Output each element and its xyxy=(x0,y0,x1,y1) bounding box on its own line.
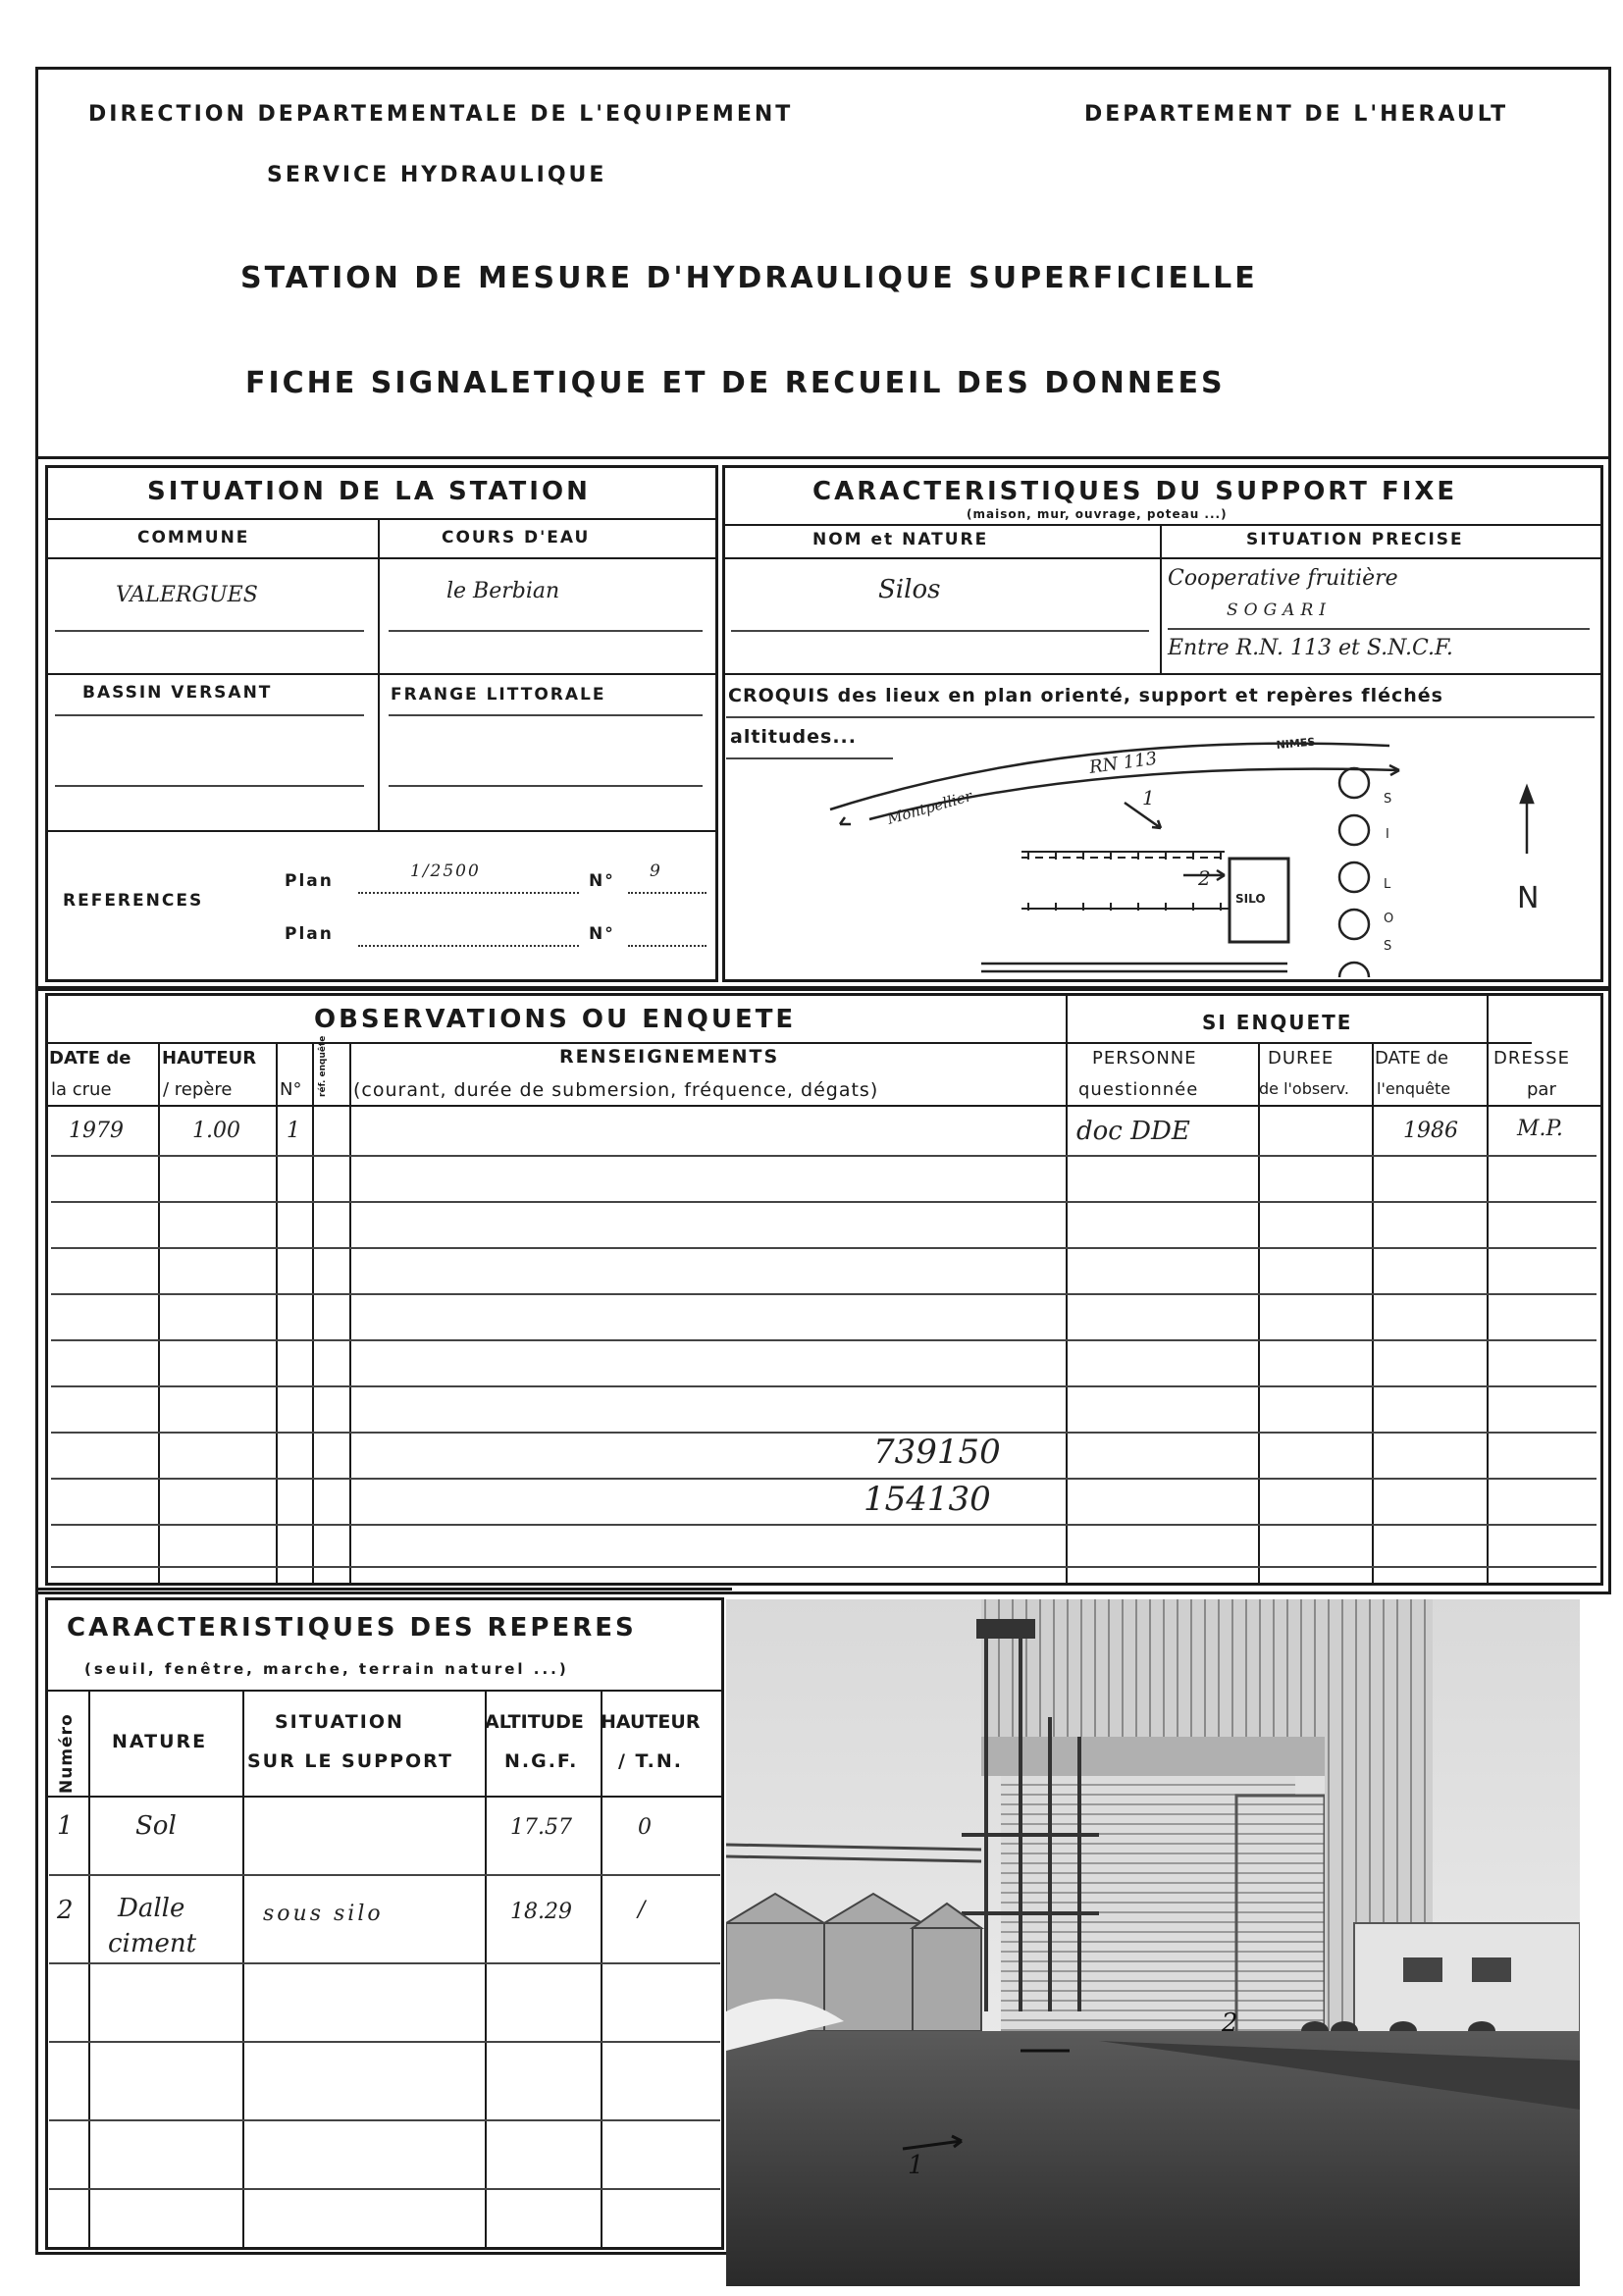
rep-row2-num: 2 xyxy=(57,1896,74,1925)
col-ref-enquete: réf. enquête xyxy=(318,1035,328,1097)
col-date-enquete-2: l'enquête xyxy=(1377,1079,1451,1098)
row1-hauteur: 1.00 xyxy=(192,1119,240,1143)
row1-personne: doc DDE xyxy=(1076,1117,1190,1146)
references-label: REFERENCES xyxy=(63,891,204,911)
reperes-title: CARACTERISTIQUES DES REPERES xyxy=(67,1613,637,1643)
situation-line1: Cooperative fruitière xyxy=(1168,566,1398,591)
silo-label: SILO xyxy=(1235,892,1266,906)
support-title: CARACTERISTIQUES DU SUPPORT FIXE xyxy=(812,477,1458,506)
nom-label: NOM et NATURE xyxy=(812,530,989,549)
cours-label: COURS D'EAU xyxy=(442,528,591,548)
situation-line2: SOGARI xyxy=(1227,600,1332,620)
row1-dresse: M.P. xyxy=(1517,1117,1563,1141)
col-date-crue-2: la crue xyxy=(51,1079,112,1100)
mark-2-label: 2 xyxy=(1198,866,1211,890)
situation-line3: Entre R.N. 113 et S.N.C.F. xyxy=(1168,636,1453,660)
silos-letter-s2: S xyxy=(1384,939,1392,954)
col-renseignements-sub: (courant, durée de submersion, fréquence, dégats) xyxy=(353,1079,879,1101)
direction-label: DIRECTION DEPARTEMENTALE DE L'EQUIPEMENT xyxy=(88,102,794,127)
situation-precise-label: SITUATION PRECISE xyxy=(1246,530,1464,549)
rep-col-nature: NATURE xyxy=(112,1731,208,1752)
plan1-value: 1/2500 xyxy=(410,861,481,881)
photo-mark-2: 2 xyxy=(1222,2009,1238,2038)
commune-value: VALERGUES xyxy=(116,583,258,607)
sub-title: FICHE SIGNALETIQUE ET DE RECUEIL DES DONNEES xyxy=(245,366,1226,400)
rep-col-hauteur-2: / T.N. xyxy=(618,1750,683,1772)
si-enquete-label: SI ENQUETE xyxy=(1202,1011,1353,1034)
plan1-label: Plan xyxy=(285,871,334,891)
reperes-box xyxy=(45,1597,724,2250)
north-arrow xyxy=(1521,787,1533,854)
station-photo xyxy=(726,1599,1580,2286)
rep-col-numero: Numéro xyxy=(57,1713,77,1794)
row1-no: 1 xyxy=(287,1119,300,1143)
rail-lines xyxy=(981,964,1287,971)
row1-date-enquete: 1986 xyxy=(1403,1119,1458,1143)
rep-row1-num: 1 xyxy=(57,1811,74,1841)
rep-row2-hauteur: / xyxy=(638,1898,646,1922)
row1-date: 1979 xyxy=(69,1119,124,1143)
no1-label: N° xyxy=(589,871,615,891)
col-renseignements: RENSEIGNEMENTS xyxy=(559,1046,780,1068)
croquis-label: CROQUIS des lieux en plan orienté, support et repères fléchés xyxy=(728,685,1443,706)
col-dresse-2: par xyxy=(1527,1079,1556,1100)
rep-col-situation-2: SUR LE SUPPORT xyxy=(247,1750,453,1772)
no2-label: N° xyxy=(589,924,615,944)
altitudes-label: altitudes... xyxy=(730,726,857,748)
rep-row2-nature-1: Dalle xyxy=(118,1894,185,1923)
support-subtitle: (maison, mur, ouvrage, poteau ...) xyxy=(967,507,1228,521)
north-label: N xyxy=(1517,881,1540,915)
rep-col-situation-1: SITUATION xyxy=(275,1711,404,1733)
rep-row2-nature-2: ciment xyxy=(108,1929,197,1958)
road-rn113-upper xyxy=(830,744,1392,809)
photo-mark-1: 1 xyxy=(908,2151,924,2180)
service-label: SERVICE HYDRAULIQUE xyxy=(267,163,607,187)
no1-value: 9 xyxy=(650,861,662,881)
photo-illustration xyxy=(726,1599,1580,2286)
rep-col-hauteur-1: HAUTEUR xyxy=(601,1711,701,1733)
canal-upper xyxy=(1021,852,1225,860)
col-date-enquete-1: DATE de xyxy=(1375,1048,1449,1069)
plan2-label: Plan xyxy=(285,924,334,944)
col-duree-1: DUREE xyxy=(1268,1048,1335,1069)
rep-row1-hauteur: 0 xyxy=(638,1815,652,1840)
location-sketch xyxy=(722,716,1603,981)
departement-label: DEPARTEMENT DE L'HERAULT xyxy=(1084,102,1509,127)
silos-letter-s1: S xyxy=(1384,792,1392,807)
situation-title: SITUATION DE LA STATION xyxy=(147,477,591,506)
label-nimes: NIMES xyxy=(1276,735,1316,752)
coordinate-y: 154130 xyxy=(864,1480,991,1519)
silos-letter-i: I xyxy=(1386,827,1389,842)
col-no: N° xyxy=(280,1079,302,1100)
col-hauteur-2: / repère xyxy=(163,1079,233,1100)
arrow-montpellier xyxy=(840,817,851,824)
col-hauteur-1: HAUTEUR xyxy=(162,1048,257,1069)
rep-row2-situation: sous silo xyxy=(263,1902,384,1926)
frange-label: FRANGE LITTORALE xyxy=(391,685,606,704)
rep-col-altitude-1: ALTITUDE xyxy=(485,1711,584,1733)
silos-column xyxy=(1339,768,1369,977)
main-title: STATION DE MESURE D'HYDRAULIQUE SUPERFICIELLE xyxy=(240,261,1258,295)
mark-1-label: 1 xyxy=(1142,786,1155,809)
nom-value: Silos xyxy=(878,575,941,604)
rep-row1-altitude: 17.57 xyxy=(510,1815,572,1840)
col-duree-2: de l'observ. xyxy=(1259,1079,1349,1098)
silos-letter-o: O xyxy=(1384,912,1394,926)
canal-lower xyxy=(1021,903,1230,911)
label-montpellier: Montpellier xyxy=(885,787,974,828)
reperes-subtitle: (seuil, fenêtre, marche, terrain naturel ...) xyxy=(84,1660,569,1678)
col-dresse-1: DRESSE xyxy=(1493,1048,1570,1069)
coordinate-x: 739150 xyxy=(873,1433,1001,1472)
cours-value: le Berbian xyxy=(446,579,560,603)
silos-letter-l: L xyxy=(1384,877,1391,892)
rep-col-altitude-2: N.G.F. xyxy=(504,1750,579,1772)
rep-row1-nature: Sol xyxy=(135,1811,177,1841)
col-personne-2: questionnée xyxy=(1078,1079,1199,1100)
label-rn113: RN 113 xyxy=(1087,748,1159,778)
rep-row2-altitude: 18.29 xyxy=(510,1900,572,1924)
col-personne-1: PERSONNE xyxy=(1092,1048,1197,1069)
bassin-label: BASSIN VERSANT xyxy=(82,683,273,703)
commune-label: COMMUNE xyxy=(137,528,250,548)
observations-title: OBSERVATIONS OU ENQUETE xyxy=(314,1005,797,1034)
col-date-crue-1: DATE de xyxy=(49,1048,131,1069)
